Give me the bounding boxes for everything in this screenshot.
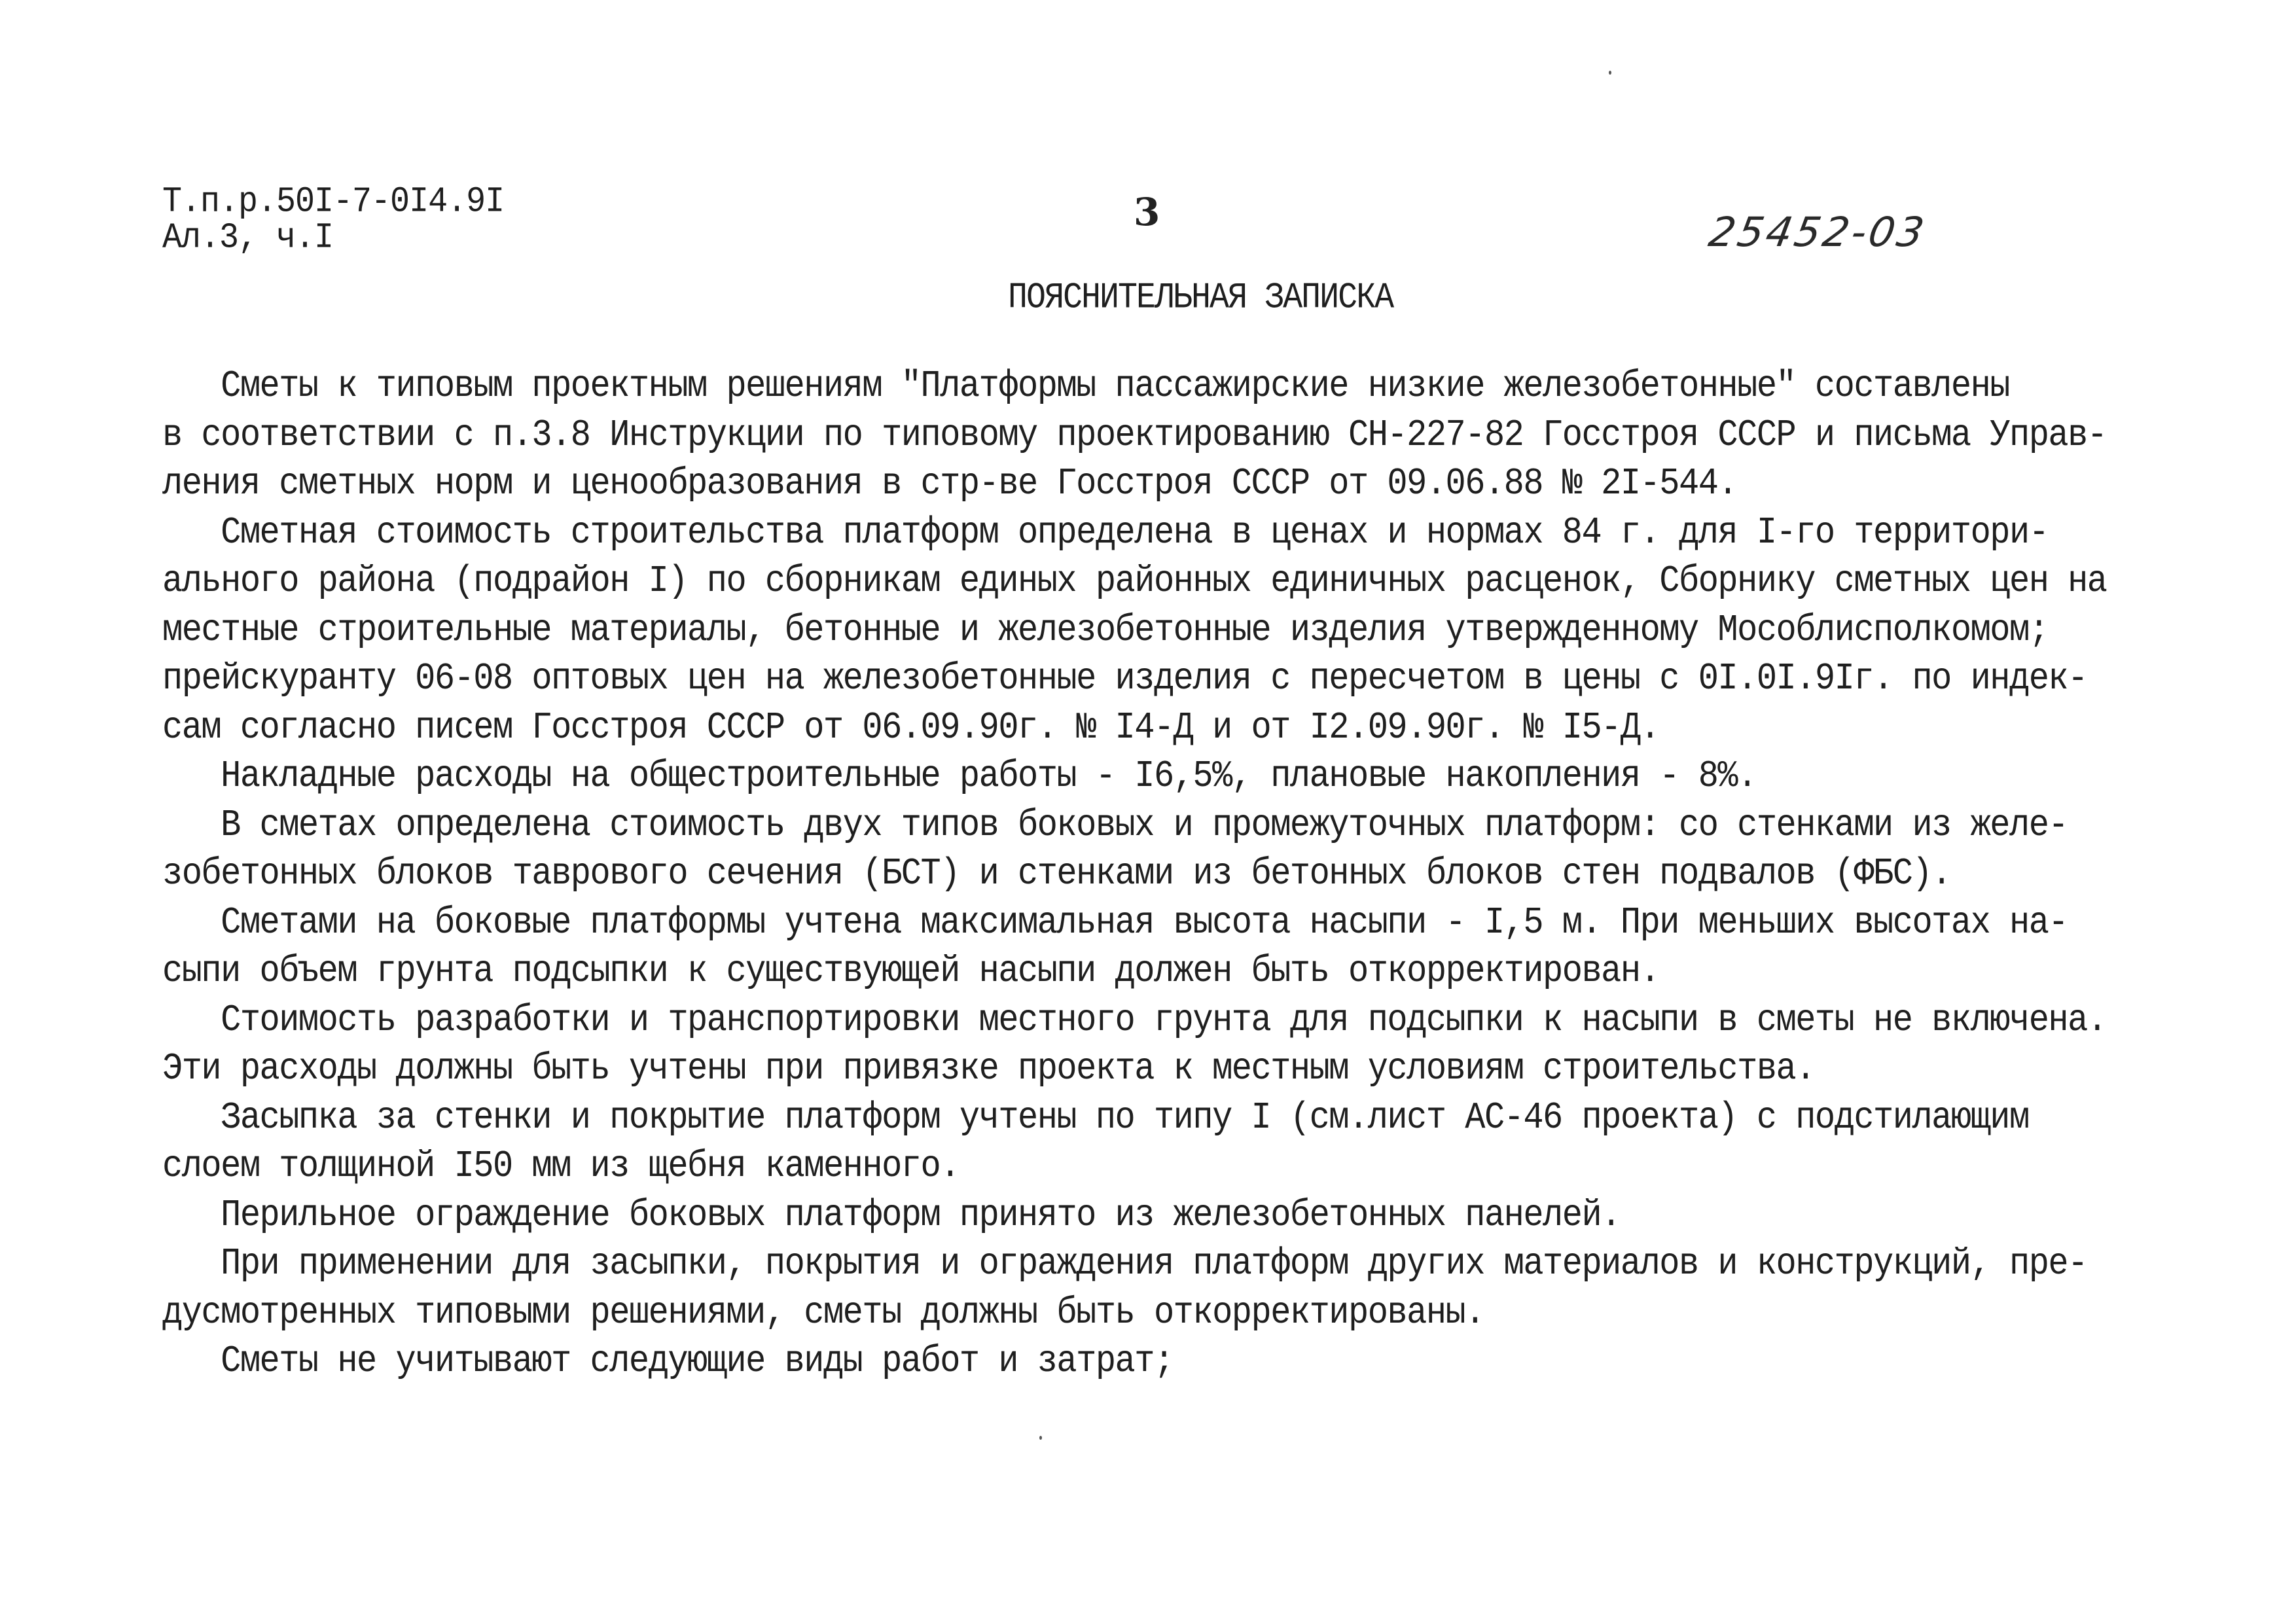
document-code: Т.п.р.50I-7-0I4.9I [162,181,505,223]
text-line: сыпи объем грунта подсыпки к существующей насыпи должен быть откорректирован. [162,950,1660,993]
text-line: Сметная стоимость строительства платформ определена в ценах и нормах 84 г. для I-го территори- [162,511,2049,554]
album-part: Ал.3, ч.I [162,217,334,259]
text-line: Засыпка за стенки и покрытие платформ учтены по типу I (см.лист АС-46 проекта) с подстилающим [162,1096,2029,1139]
text-line: Эти расходы должны быть учтены при привязке проекта к местным условиям строительства. [162,1047,1815,1090]
text-line: зобетонных блоков таврового сечения (БСТ) и стенками из бетонных блоков стен подвалов (ФБС). [162,852,1951,895]
text-line: Сметы к типовым проектным решениям "Платформы пассажирские низкие железобетонные" составлены [162,365,2009,408]
text-line: дусмотренных типовыми решениями, сметы должны быть откорректированы. [162,1291,1484,1334]
text-line: Сметами на боковые платформы учтена максимальная высота насыпи - I,5 м. При меньших высотах на- [162,901,2068,944]
text-line: ального района (подрайон I) по сборникам единых районных единичных расценок, Сборнику сметных цен на [162,560,2107,603]
text-line: ления сметных норм и ценообразования в стр-ве Госстроя СССР от 09.06.88 № 2I-544. [162,462,1738,505]
text-line: Накладные расходы на общестроительные работы - I6,5%, плановые накопления - 8%. [162,755,1757,798]
page-number: 3 [1134,190,1160,234]
text-line: местные строительные материалы, бетонные и железобетонные изделия утвержденному Мособлисполкомом; [162,609,2049,652]
text-line: В сметах определена стоимость двух типов боковых и промежуточных платформ: со стенками из желе- [162,804,2068,847]
text-line: слоем толщиной I50 мм из щебня каменного. [162,1145,960,1188]
text-line: Сметы не учитывают следующие виды работ и затрат; [162,1340,1174,1383]
text-line: Стоимость разработки и транспортировки местного грунта для подсыпки к насыпи в сметы не включена. [162,999,2107,1042]
page-title: ПОЯСНИТЕЛЬНАЯ ЗАПИСКА [1008,277,1393,319]
scan-speck [1609,71,1611,75]
scan-speck [1039,1436,1042,1440]
document-code-block [162,181,505,259]
text-line: Перильное ограждение боковых платформ принято из железобетонных панелей. [162,1194,1621,1237]
text-line: в соответствии с п.3.8 Инструкции по типовому проектированию СН-227-82 Госстроя СССР и письма Управ- [162,414,2107,457]
text-line: прейскуранту 06-08 оптовых цен на железобетонные изделия с пересчетом в цены с 0I.0I.9Iг. по индек- [162,657,2087,700]
explanatory-note-body [162,360,2217,1384]
text-line: сам согласно писем Госстроя СССР от 06.09.90г. № I4-Д и от I2.09.90г. № I5-Д. [162,706,1660,749]
text-line: При применении для засыпки, покрытия и ограждения платформ других материалов и конструкций, пре- [162,1242,2087,1285]
archive-number: 25452-03 [1705,208,1930,256]
